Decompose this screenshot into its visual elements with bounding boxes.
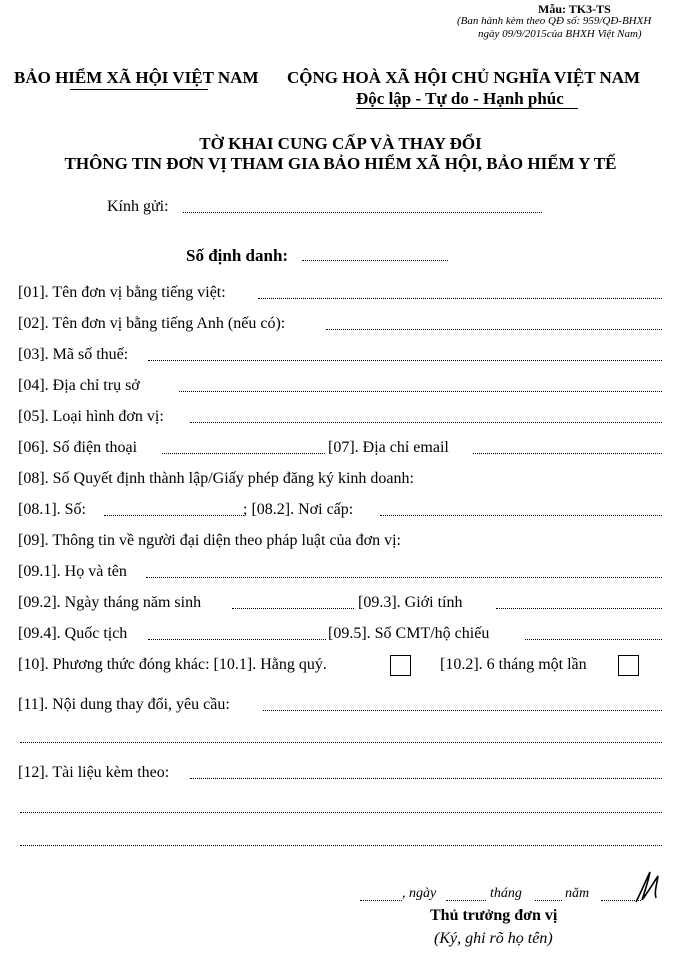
field-07-label: [07]. Địa chỉ email xyxy=(328,439,449,456)
field-08-2-input[interactable] xyxy=(380,515,662,516)
id-label: Số định danh: xyxy=(186,246,289,265)
field-02-input[interactable] xyxy=(326,329,662,330)
field-09-2-input[interactable] xyxy=(232,608,354,609)
field-09-2-label: [09.2]. Ngày tháng năm sinh xyxy=(18,594,202,611)
date-day-label: , ngày xyxy=(402,886,437,901)
country-name: CỘNG HOÀ XÃ HỘI CHỦ NGHĨA VIỆT NAM xyxy=(287,68,641,87)
field-12-input[interactable] xyxy=(190,778,662,779)
field-07-input[interactable] xyxy=(473,453,662,454)
field-06-input[interactable] xyxy=(162,453,325,454)
field-09-3-input[interactable] xyxy=(496,608,662,609)
field-01-label: [01]. Tên đơn vị bằng tiếng việt: xyxy=(18,284,226,301)
field-02-label: [02]. Tên đơn vị bằng tiếng Anh (nếu có): xyxy=(18,315,286,332)
field-08-1-input[interactable] xyxy=(104,515,244,516)
field-03-label: [03]. Mã số thuế: xyxy=(18,346,129,363)
recipient-label: Kính gửi: xyxy=(107,198,169,215)
form-subtitle: THÔNG TIN ĐƠN VỊ THAM GIA BẢO HIỂM XÃ HỘI, BẢO HIỂM Y TẾ xyxy=(64,154,617,173)
field-12-input-line-2[interactable] xyxy=(20,812,662,813)
field-09-4-label: [09.4]. Quốc tịch xyxy=(18,625,128,642)
recipient-field[interactable] xyxy=(183,212,542,213)
field-05-input[interactable] xyxy=(190,422,662,423)
motto-underline xyxy=(356,108,578,109)
field-09-4-input[interactable] xyxy=(148,639,326,640)
signature-mark xyxy=(630,868,664,908)
field-09-label: [09]. Thông tin về người đại diện theo pháp luật của đơn vị: xyxy=(18,532,401,549)
field-09-3-label: [09.3]. Giới tính xyxy=(358,594,463,611)
field-09-1-label: [09.1]. Họ và tên xyxy=(18,563,127,580)
issued-by-line-1: (Ban hành kèm theo QĐ số: 959/QĐ-BHXH xyxy=(457,15,652,27)
date-day-field[interactable] xyxy=(446,900,486,901)
field-11-label: [11]. Nội dung thay đổi, yêu cầu: xyxy=(18,696,230,713)
field-11-input-line-2[interactable] xyxy=(20,742,662,743)
field-10-label: [10]. Phương thức đóng khác: [10.1]. Hằng quý. xyxy=(18,656,327,673)
field-05-label: [05]. Loại hình đơn vị: xyxy=(18,408,164,425)
signer-note: (Ký, ghi rõ họ tên) xyxy=(434,930,553,947)
date-month-field[interactable] xyxy=(535,900,562,901)
date-month-label: tháng xyxy=(490,886,522,901)
date-place-field[interactable] xyxy=(360,900,402,901)
field-11-input[interactable] xyxy=(263,710,662,711)
issued-by-line-2: ngày 09/9/2015của BHXH Việt Nam) xyxy=(478,28,642,40)
field-10-2-label: [10.2]. 6 tháng một lần xyxy=(440,656,587,673)
org-name: BẢO HIỂM XÃ HỘI VIỆT NAM xyxy=(14,68,259,87)
field-09-5-input[interactable] xyxy=(525,639,662,640)
field-08-2-label: ; [08.2]. Nơi cấp: xyxy=(243,501,354,518)
form-code: Mẫu: TK3-TS xyxy=(538,2,611,16)
semiannual-checkbox[interactable] xyxy=(618,655,639,676)
field-01-input[interactable] xyxy=(258,298,662,299)
field-04-label: [04]. Địa chỉ trụ sở xyxy=(18,377,140,394)
field-08-label: [08]. Số Quyết định thành lập/Giấy phép đăng ký kinh doanh: xyxy=(18,470,414,487)
field-12-label: [12]. Tài liệu kèm theo: xyxy=(18,764,170,781)
field-03-input[interactable] xyxy=(148,360,662,361)
form-title: TỜ KHAI CUNG CẤP VÀ THAY ĐỔI xyxy=(199,134,482,153)
date-year-label: năm xyxy=(565,886,590,901)
motto: Độc lập - Tự do - Hạnh phúc xyxy=(356,89,564,108)
field-06-label: [06]. Số điện thoại xyxy=(18,439,138,456)
org-underline xyxy=(70,89,208,90)
field-04-input[interactable] xyxy=(179,391,662,392)
quarterly-checkbox[interactable] xyxy=(390,655,411,676)
field-08-1-label: [08.1]. Số: xyxy=(18,501,86,518)
id-field[interactable] xyxy=(302,260,448,261)
field-12-input-line-3[interactable] xyxy=(20,845,662,846)
field-09-1-input[interactable] xyxy=(146,577,662,578)
field-09-5-label: [09.5]. Số CMT/hộ chiếu xyxy=(328,625,490,642)
signer-title: Thủ trưởng đơn vị xyxy=(430,907,558,924)
